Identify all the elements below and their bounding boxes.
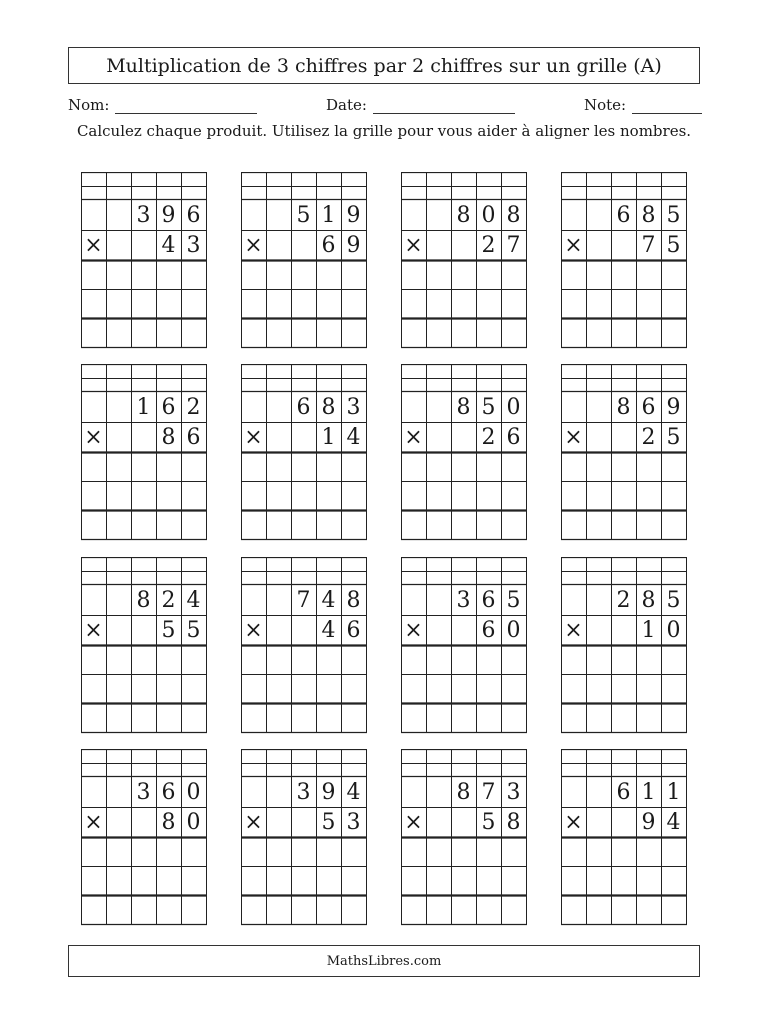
- multiplicand-digit: 8: [616, 394, 631, 420]
- grid-lines: [561, 364, 687, 541]
- times-icon: ×: [244, 424, 263, 450]
- grid-lines: [241, 364, 367, 541]
- multiplier-digit: 6: [506, 424, 521, 450]
- grid-lines: [401, 557, 527, 734]
- grid-lines: [401, 172, 527, 349]
- multiplicand-digit: 6: [616, 202, 631, 228]
- multiplicand-digit: 8: [136, 587, 151, 613]
- times-icon: ×: [84, 424, 103, 450]
- multiplication-problem: [241, 749, 367, 925]
- grid-lines: [561, 172, 687, 349]
- multiplicand-digit: 8: [456, 779, 471, 805]
- multiplier-digit: 0: [506, 617, 521, 643]
- multiplicand-digit: 3: [296, 779, 311, 805]
- multiplier-digit: 2: [641, 424, 656, 450]
- multiplicand-digit: 2: [161, 587, 176, 613]
- multiplication-problem: [561, 364, 687, 540]
- grid-lines: [81, 364, 207, 541]
- multiplicand-digit: 3: [506, 779, 521, 805]
- times-icon: ×: [564, 617, 583, 643]
- multiplicand-digit: 6: [161, 779, 176, 805]
- times-icon: ×: [244, 809, 263, 835]
- multiplication-problem: [241, 364, 367, 540]
- multiplication-problem: [561, 172, 687, 348]
- multiplicand-digit: 6: [641, 394, 656, 420]
- multiplier-digit: 1: [641, 617, 656, 643]
- multiplier-digit: 6: [186, 424, 201, 450]
- multiplicand-digit: 8: [321, 394, 336, 420]
- multiplicand-digit: 8: [641, 587, 656, 613]
- multiplicand-digit: 2: [616, 587, 631, 613]
- name-label: Nom:: [68, 96, 110, 114]
- grid-lines: [561, 557, 687, 734]
- multiplier-digit: 0: [186, 809, 201, 835]
- times-icon: ×: [84, 809, 103, 835]
- multiplicand-digit: 7: [296, 587, 311, 613]
- multiplication-problem: [81, 172, 207, 348]
- multiplicand-digit: 1: [136, 394, 151, 420]
- note-line: [632, 93, 702, 114]
- multiplication-problem: [241, 172, 367, 348]
- multiplier-digit: 3: [186, 232, 201, 258]
- multiplicand-digit: 8: [456, 394, 471, 420]
- multiplier-digit: 4: [666, 809, 681, 835]
- date-label: Date:: [326, 96, 367, 114]
- multiplier-digit: 1: [321, 424, 336, 450]
- multiplicand-digit: 5: [666, 202, 681, 228]
- multiplication-problem: [81, 557, 207, 733]
- multiplier-digit: 8: [506, 809, 521, 835]
- multiplier-digit: 6: [481, 617, 496, 643]
- multiplication-problem: [401, 364, 527, 540]
- multiplier-digit: 9: [641, 809, 656, 835]
- multiplicand-digit: 3: [136, 779, 151, 805]
- multiplicand-digit: 5: [666, 587, 681, 613]
- grid-lines: [81, 557, 207, 734]
- multiplier-digit: 5: [666, 424, 681, 450]
- multiplier-digit: 6: [346, 617, 361, 643]
- times-icon: ×: [564, 424, 583, 450]
- multiplicand-digit: 5: [481, 394, 496, 420]
- times-icon: ×: [404, 809, 423, 835]
- grid-lines: [241, 749, 367, 926]
- multiplicand-digit: 4: [346, 779, 361, 805]
- multiplier-digit: 3: [346, 809, 361, 835]
- multiplication-problem: [401, 749, 527, 925]
- times-icon: ×: [84, 232, 103, 258]
- note-label: Note:: [584, 96, 627, 114]
- instructions: Calculez chaque produit. Utilisez la grille pour vous aider à aligner les nombres.: [76, 122, 692, 140]
- multiplication-problem: [81, 749, 207, 925]
- multiplicand-digit: 3: [456, 587, 471, 613]
- multiplicand-digit: 6: [296, 394, 311, 420]
- grid-lines: [81, 749, 207, 926]
- multiplier-digit: 9: [346, 232, 361, 258]
- footer-text: MathsLibres.com: [326, 953, 442, 969]
- worksheet-title-text: Multiplication de 3 chiffres par 2 chiffres sur un grille (A): [106, 54, 662, 77]
- multiplier-digit: 2: [481, 424, 496, 450]
- multiplicand-digit: 2: [186, 394, 201, 420]
- multiplier-digit: 7: [506, 232, 521, 258]
- date-line: [373, 93, 515, 114]
- multiplicand-digit: 9: [666, 394, 681, 420]
- multiplicand-digit: 0: [186, 779, 201, 805]
- multiplier-digit: 5: [481, 809, 496, 835]
- multiplicand-digit: 0: [506, 394, 521, 420]
- times-icon: ×: [404, 617, 423, 643]
- times-icon: ×: [564, 809, 583, 835]
- multiplier-digit: 5: [321, 809, 336, 835]
- multiplicand-digit: 8: [346, 587, 361, 613]
- multiplicand-digit: 9: [321, 779, 336, 805]
- times-icon: ×: [84, 617, 103, 643]
- multiplicand-digit: 7: [481, 779, 496, 805]
- multiplicand-digit: 3: [136, 202, 151, 228]
- multiplier-digit: 5: [186, 617, 201, 643]
- multiplicand-digit: 9: [346, 202, 361, 228]
- times-icon: ×: [404, 424, 423, 450]
- multiplicand-digit: 0: [481, 202, 496, 228]
- multiplicand-digit: 3: [346, 394, 361, 420]
- grid-lines: [241, 557, 367, 734]
- multiplier-digit: 8: [161, 424, 176, 450]
- multiplier-digit: 2: [481, 232, 496, 258]
- name-field: [68, 93, 257, 114]
- multiplicand-digit: 8: [456, 202, 471, 228]
- multiplicand-digit: 4: [321, 587, 336, 613]
- multiplier-digit: 4: [161, 232, 176, 258]
- multiplicand-digit: 1: [321, 202, 336, 228]
- multiplier-digit: 4: [346, 424, 361, 450]
- multiplicand-digit: 6: [161, 394, 176, 420]
- multiplicand-digit: 6: [481, 587, 496, 613]
- multiplier-digit: 5: [161, 617, 176, 643]
- student-info-row: [68, 93, 700, 117]
- multiplier-digit: 8: [161, 809, 176, 835]
- worksheet-title: [68, 47, 700, 84]
- grid-lines: [241, 172, 367, 349]
- multiplicand-digit: 4: [186, 587, 201, 613]
- multiplicand-digit: 8: [641, 202, 656, 228]
- times-icon: ×: [404, 232, 423, 258]
- times-icon: ×: [564, 232, 583, 258]
- multiplication-problem: [81, 364, 207, 540]
- multiplication-problem: [241, 557, 367, 733]
- date-field: [326, 93, 515, 114]
- multiplier-digit: 6: [321, 232, 336, 258]
- multiplicand-digit: 8: [506, 202, 521, 228]
- times-icon: ×: [244, 232, 263, 258]
- multiplication-problem: [401, 172, 527, 348]
- times-icon: ×: [244, 617, 263, 643]
- multiplication-problem: [401, 557, 527, 733]
- multiplication-problem: [561, 749, 687, 925]
- multiplicand-digit: 1: [666, 779, 681, 805]
- grid-lines: [401, 364, 527, 541]
- multiplication-problem: [561, 557, 687, 733]
- multiplicand-digit: 6: [616, 779, 631, 805]
- multiplicand-digit: 1: [641, 779, 656, 805]
- note-field: [584, 93, 702, 114]
- multiplicand-digit: 9: [161, 202, 176, 228]
- grid-lines: [81, 172, 207, 349]
- grid-lines: [561, 749, 687, 926]
- grid-lines: [401, 749, 527, 926]
- multiplicand-digit: 6: [186, 202, 201, 228]
- multiplier-digit: 4: [321, 617, 336, 643]
- multiplier-digit: 5: [666, 232, 681, 258]
- multiplier-digit: 7: [641, 232, 656, 258]
- name-line: [115, 93, 257, 114]
- multiplicand-digit: 5: [506, 587, 521, 613]
- footer: [68, 945, 700, 977]
- multiplier-digit: 0: [666, 617, 681, 643]
- multiplicand-digit: 5: [296, 202, 311, 228]
